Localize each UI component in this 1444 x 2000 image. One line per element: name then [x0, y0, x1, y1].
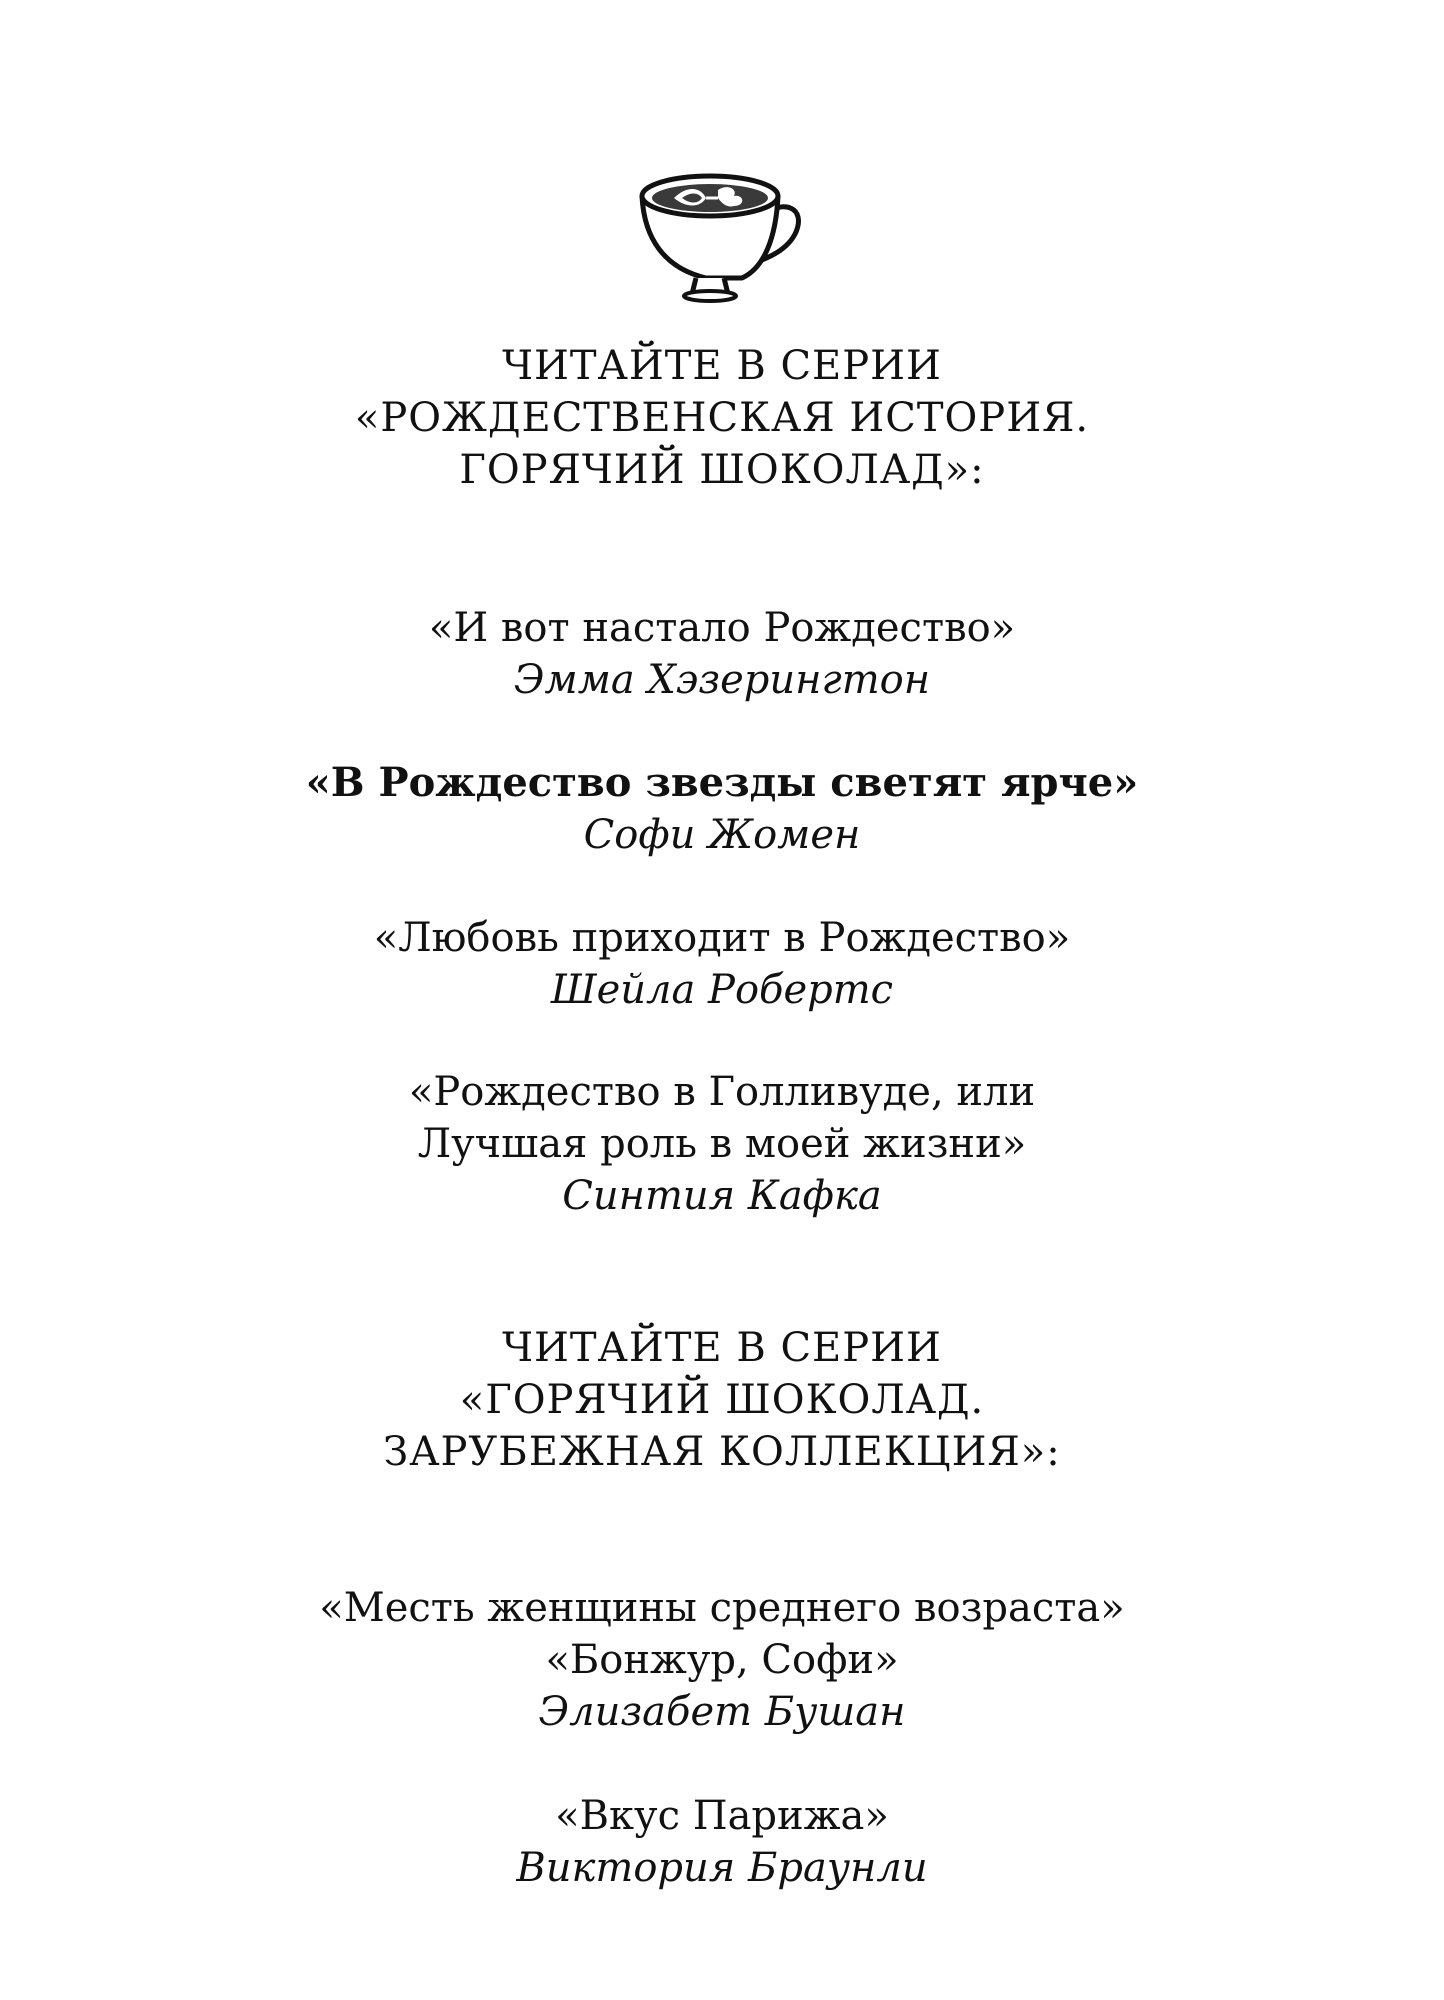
book-title: «Рождество в Голливуде, или [408, 1069, 1036, 1115]
book-author: Виктория Браунли [516, 1845, 928, 1891]
heading-line: «РОЖДЕСТВЕНСКАЯ ИСТОРИЯ. [354, 395, 1090, 441]
book-title: «Вкус Парижа» [555, 1793, 889, 1839]
book-author: Синтия Кафка [562, 1173, 882, 1219]
heading-line: ЗАРУБЕЖНАЯ КОЛЛЕКЦИЯ»: [383, 1429, 1061, 1475]
heading-line: «ГОРЯЧИЙ ШОКОЛАД. [459, 1377, 985, 1423]
heading-line: ЧИТАЙТЕ В СЕРИИ [502, 343, 942, 389]
book-title: Лучшая роль в моей жизни» [417, 1121, 1027, 1167]
book-title: «Месть женщины среднего возраста» [319, 1585, 1125, 1631]
book-entry [0, 1066, 1444, 1222]
book-author: Софи Жомен [583, 812, 861, 858]
book-title: «В Рождество звезды светят ярче» [305, 759, 1139, 806]
book-author: Шейла Робертс [550, 967, 894, 1013]
book-entry [0, 757, 1444, 861]
coffee-cup-icon [634, 168, 814, 308]
book-entry [0, 1582, 1444, 1738]
book-author: Эмма Хэзерингтон [513, 657, 931, 703]
heading-line: ГОРЯЧИЙ ШОКОЛАД»: [459, 447, 985, 493]
book-author: Элизабет Бушан [538, 1689, 906, 1735]
book-title: «Любовь приходит в Рождество» [373, 915, 1071, 961]
book-entry [0, 1790, 1444, 1894]
book-title: «Бонжур, Софи» [545, 1637, 899, 1683]
book-title: «И вот настало Рождество» [428, 605, 1016, 651]
series-heading-1 [0, 340, 1444, 496]
book-entry [0, 602, 1444, 706]
heading-line: ЧИТАЙТЕ В СЕРИИ [502, 1325, 942, 1371]
series-heading-2 [0, 1322, 1444, 1478]
book-entry [0, 912, 1444, 1016]
